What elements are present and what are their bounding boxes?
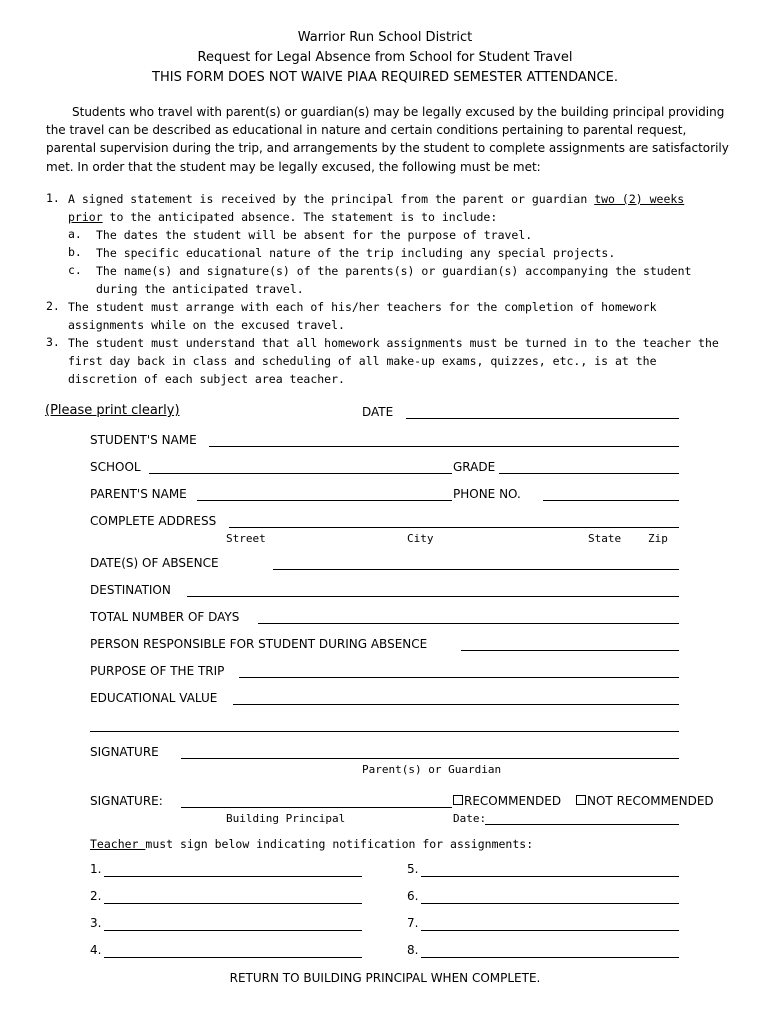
dates-absence-field[interactable] (273, 569, 679, 570)
purpose-label: PURPOSE OF THE TRIP (90, 664, 225, 678)
teacher-3-number: 3. (90, 916, 102, 930)
sub-c-text: The name(s) and signature(s) of the parents(s) or guardian(s) accompanying the student during the anticipated travel. (96, 264, 692, 296)
teacher-4-field[interactable] (104, 957, 362, 958)
item-1-text-end: to the anticipated absence. The statement is to include: (102, 210, 498, 224)
teacher-1-number: 1. (90, 862, 102, 876)
total-days-field[interactable] (258, 623, 679, 624)
sub-a-text: The dates the student will be absent for the purpose of travel. (96, 228, 533, 242)
educational-value-field-2[interactable] (90, 731, 679, 732)
dates-absence-label: DATE(S) OF ABSENCE (90, 556, 219, 570)
principal-signature-field[interactable] (181, 807, 452, 808)
item-1-emphasis: two (2) weeks prior (68, 192, 685, 224)
teacher-instruction-text: must sign below indicating notification for assignments: (145, 837, 534, 851)
teacher-5-field[interactable] (421, 876, 679, 877)
sub-b-letter: b. (68, 245, 82, 259)
item-1-text: A signed statement is received by the principal from the parent or guardian (68, 192, 595, 206)
date-caption: Date: (453, 812, 487, 825)
teacher-instruction (90, 837, 533, 851)
educational-value-label: EDUCATIONAL VALUE (90, 691, 218, 705)
teacher-8-field[interactable] (421, 957, 679, 958)
item-3-number: 3. (46, 335, 60, 349)
grade-field[interactable] (499, 473, 679, 474)
parent-signature-label: SIGNATURE (90, 745, 159, 759)
teacher-2-number: 2. (90, 889, 102, 903)
teacher-7-number: 7. (407, 916, 419, 930)
sub-a-letter: a. (68, 227, 82, 241)
teacher-5-number: 5. (407, 862, 419, 876)
building-principal-caption: Building Principal (226, 812, 346, 825)
destination-label: DESTINATION (90, 583, 171, 597)
parent-signature-field[interactable] (181, 758, 679, 759)
teacher-2-field[interactable] (104, 903, 362, 904)
principal-date-field[interactable] (485, 824, 679, 825)
purpose-field[interactable] (239, 677, 679, 678)
teacher-7-field[interactable] (421, 930, 679, 931)
address-label: COMPLETE ADDRESS (90, 514, 217, 528)
recommended-option[interactable] (453, 794, 561, 808)
teacher-3-field[interactable] (104, 930, 362, 931)
teacher-1-field[interactable] (104, 876, 362, 877)
phone-label: PHONE NO. (453, 487, 521, 501)
recommended-checkbox[interactable] (453, 795, 463, 805)
district-name: Warrior Run School District (297, 30, 473, 45)
destination-field[interactable] (187, 596, 679, 597)
return-instruction: RETURN TO BUILDING PRINCIPAL WHEN COMPLETE. (229, 971, 541, 985)
item-2-text: The student must arrange with each of his/her teachers for the completion of homework assignments while on the excused travel. (68, 300, 657, 332)
form-title: Request for Legal Absence from School for Student Travel (197, 50, 573, 65)
teacher-6-field[interactable] (421, 903, 679, 904)
print-clearly-note: (Please print clearly) (45, 403, 180, 418)
school-label: SCHOOL (90, 460, 141, 474)
grade-label: GRADE (453, 460, 496, 474)
date-label: DATE (362, 405, 394, 419)
item-3-text: The student must understand that all homework assignments must be turned in to the teacher the first day back in class and scheduling of all make-up exams, quizzes, etc., is at the discretion of each subject area teacher. (68, 336, 719, 386)
not-recommended-option[interactable] (576, 794, 714, 808)
school-field[interactable] (149, 473, 452, 474)
item-1-number: 1. (46, 191, 60, 205)
state-caption: State (588, 532, 622, 545)
intro-text: Students who travel with parent(s) or guardian(s) may be legally excused by the building principal providing the travel can be described as educational in nature and certain conditions pertaining to parental request, parental supervision during the trip, and arrangements by the student to complete assignments are satisfactorily met. In order that the student may be legally excused, the following must be met: (46, 105, 729, 174)
parent-name-label: PARENT'S NAME (90, 487, 187, 501)
student-name-label: STUDENT'S NAME (90, 433, 197, 447)
teacher-word: Teacher (90, 837, 146, 851)
sub-b-text: The specific educational nature of the trip including any special projects. (96, 246, 616, 260)
teacher-8-number: 8. (407, 943, 419, 957)
city-caption: City (407, 532, 434, 545)
parent-guardian-caption: Parent(s) or Guardian (362, 763, 502, 776)
zip-caption: Zip (648, 532, 668, 545)
not-recommended-label: NOT RECOMMENDED (587, 794, 714, 808)
recommended-label: RECOMMENDED (464, 794, 562, 808)
teacher-6-number: 6. (407, 889, 419, 903)
teacher-4-number: 4. (90, 943, 102, 957)
not-recommended-checkbox[interactable] (576, 795, 586, 805)
student-name-field[interactable] (209, 446, 679, 447)
principal-signature-label: SIGNATURE: (90, 794, 163, 808)
person-responsible-field[interactable] (461, 650, 679, 651)
sub-c-letter: c. (68, 263, 82, 277)
street-caption: Street (226, 532, 266, 545)
item-1 (68, 190, 718, 226)
intro-paragraph (46, 103, 736, 176)
parent-name-field[interactable] (197, 500, 452, 501)
date-field[interactable] (406, 418, 679, 419)
educational-value-field[interactable] (233, 704, 679, 705)
person-responsible-label: PERSON RESPONSIBLE FOR STUDENT DURING ABSENCE (90, 637, 428, 651)
address-field[interactable] (229, 527, 679, 528)
phone-field[interactable] (543, 500, 679, 501)
total-days-label: TOTAL NUMBER OF DAYS (90, 610, 240, 624)
piaa-notice: THIS FORM DOES NOT WAIVE PIAA REQUIRED SEMESTER ATTENDANCE. (152, 70, 618, 85)
item-2-number: 2. (46, 299, 60, 313)
